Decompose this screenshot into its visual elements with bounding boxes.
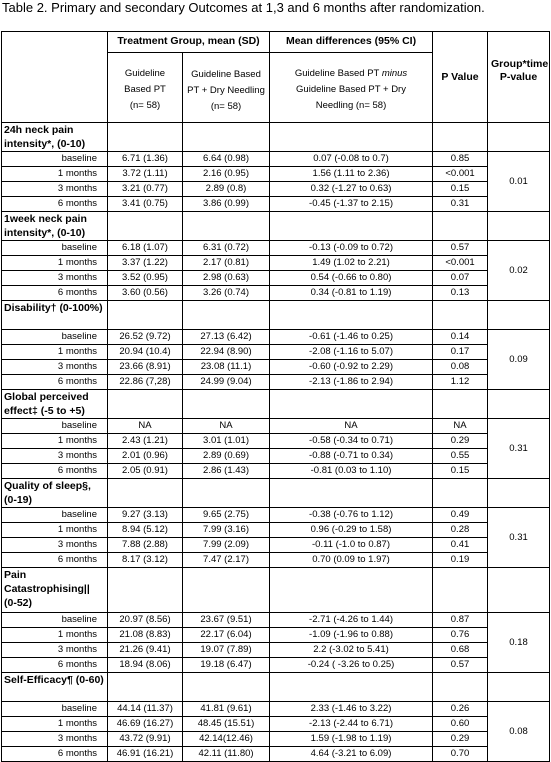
empty-cell <box>108 479 183 508</box>
group-time-label: Group*time P-value <box>491 58 549 83</box>
group-time-p-value: 0.01 <box>488 152 550 212</box>
p-value-header <box>433 32 488 123</box>
dn-value: 6.64 (0.98) <box>183 152 270 167</box>
empty-cell <box>108 568 183 613</box>
dn-value: 42.11 (11.80) <box>183 747 270 762</box>
p-value: <0.001 <box>433 256 488 271</box>
empty-cell <box>108 673 183 702</box>
dn-value: 27.13 (6.42) <box>183 330 270 345</box>
mean-diff-value: -0.13 (-0.09 to 0.72) <box>270 241 433 256</box>
p-value: 0.85 <box>433 152 488 167</box>
group-title-row <box>2 390 550 419</box>
group-time-p-value: 0.18 <box>488 613 550 673</box>
empty-cell <box>270 568 433 613</box>
table-row <box>2 286 550 301</box>
mean-diff-value: -0.58 (-0.34 to 0.71) <box>270 434 433 449</box>
group-title-row <box>2 123 550 152</box>
p-value: 0.08 <box>433 360 488 375</box>
gpt-value: 8.94 (5.12) <box>108 523 183 538</box>
table-row <box>2 434 550 449</box>
table-caption: Table 2. Primary and secondary Outcomes at 1,3 and 6 months after randomization. <box>2 0 485 15</box>
empty-cell <box>488 568 550 613</box>
dn-value: 7.99 (3.16) <box>183 523 270 538</box>
dn-value: 24.99 (9.04) <box>183 375 270 390</box>
row-label: 1 months <box>2 523 108 538</box>
table-row <box>2 167 550 182</box>
row-label: 6 months <box>2 375 108 390</box>
mean-diff-value: -2.13 (-1.86 to 2.94) <box>270 375 433 390</box>
table-row <box>2 508 550 523</box>
dn-value: 23.67 (9.51) <box>183 613 270 628</box>
empty-cell <box>433 479 488 508</box>
p-value: 0.07 <box>433 271 488 286</box>
gpt-value: 9.27 (3.13) <box>108 508 183 523</box>
table-row <box>2 345 550 360</box>
dn-value: 48.45 (15.51) <box>183 717 270 732</box>
p-value: 0.15 <box>433 464 488 479</box>
p-value: 0.31 <box>433 197 488 212</box>
empty-cell <box>433 568 488 613</box>
table-row <box>2 330 550 345</box>
p-value: 0.26 <box>433 702 488 717</box>
mean-diff-value: -2.71 (-4.26 to 1.44) <box>270 613 433 628</box>
table-row <box>2 419 550 434</box>
dn-sub-l3: (n= 58) <box>210 100 242 112</box>
dn-value: 2.16 (0.95) <box>183 167 270 182</box>
empty-cell <box>183 568 270 613</box>
mean-diff-value: -0.45 (-1.37 to 2.15) <box>270 197 433 212</box>
table-row <box>2 613 550 628</box>
gpt-value: 20.97 (8.56) <box>108 613 183 628</box>
dn-value: 2.17 (0.81) <box>183 256 270 271</box>
table-row <box>2 152 550 167</box>
group-title: Self-Efficacy¶ (0-60) <box>2 673 108 702</box>
group-title: Global perceived effect‡ (-5 to +5) <box>2 390 108 419</box>
empty-cell <box>270 390 433 419</box>
dn-value: NA <box>183 419 270 434</box>
empty-cell <box>270 673 433 702</box>
table-row <box>2 375 550 390</box>
empty-cell <box>433 673 488 702</box>
row-label: 6 months <box>2 286 108 301</box>
gpt-value: 21.26 (9.41) <box>108 643 183 658</box>
table-row <box>2 553 550 568</box>
group-time-p-value: 0.09 <box>488 330 550 390</box>
table-body <box>2 123 550 762</box>
row-label: 3 months <box>2 182 108 197</box>
empty-cell <box>183 673 270 702</box>
p-value: 0.13 <box>433 286 488 301</box>
p-value: 0.29 <box>433 732 488 747</box>
row-label: 1 months <box>2 345 108 360</box>
gpt-value: 3.60 (0.56) <box>108 286 183 301</box>
gpt-value: 43.72 (9.91) <box>108 732 183 747</box>
gpt-value: 21.08 (8.83) <box>108 628 183 643</box>
group-title-row <box>2 568 550 613</box>
row-label: 6 months <box>2 747 108 762</box>
gpt-value: 8.17 (3.12) <box>108 553 183 568</box>
table-row <box>2 182 550 197</box>
mean-diff-value: -2.13 (-2.44 to 6.71) <box>270 717 433 732</box>
empty-cell <box>183 390 270 419</box>
dn-value: 3.26 (0.74) <box>183 286 270 301</box>
group-title: Disability† (0-100%) <box>2 301 108 330</box>
gpt-value: 7.88 (2.88) <box>108 538 183 553</box>
mean-diff-value: 0.70 (0.09 to 1.97) <box>270 553 433 568</box>
table-row <box>2 523 550 538</box>
p-value: NA <box>433 419 488 434</box>
row-label: 3 months <box>2 449 108 464</box>
dn-value: 42.14(12.46) <box>183 732 270 747</box>
gpt-value: 3.52 (0.95) <box>108 271 183 286</box>
row-label: 3 months <box>2 732 108 747</box>
empty-cell <box>433 123 488 152</box>
table-row <box>2 717 550 732</box>
p-value-label: P Value <box>441 70 479 83</box>
empty-cell <box>270 123 433 152</box>
gpt-value: 3.41 (0.75) <box>108 197 183 212</box>
gpt-value: 6.18 (1.07) <box>108 241 183 256</box>
dn-value: 23.08 (11.1) <box>183 360 270 375</box>
empty-cell <box>183 212 270 241</box>
diff-sub-l3: Needling (n= 58) <box>315 99 387 111</box>
table-row <box>2 732 550 747</box>
row-label: 3 months <box>2 538 108 553</box>
mean-diff-value: -0.38 (-0.76 to 1.12) <box>270 508 433 523</box>
mean-diff-value: 0.07 (-0.08 to 0.7) <box>270 152 433 167</box>
dn-value: 3.86 (0.99) <box>183 197 270 212</box>
table-row <box>2 538 550 553</box>
row-label: 1 months <box>2 628 108 643</box>
dn-value: 7.99 (2.09) <box>183 538 270 553</box>
empty-cell <box>183 301 270 330</box>
dn-sub-l1: Guideline Based <box>191 68 261 80</box>
table-row <box>2 643 550 658</box>
empty-cell <box>488 479 550 508</box>
dn-value: 2.89 (0.8) <box>183 182 270 197</box>
dn-value: 41.81 (9.61) <box>183 702 270 717</box>
gpt-value: 3.72 (1.11) <box>108 167 183 182</box>
empty-cell <box>183 123 270 152</box>
dn-sub-l2: PT + Dry Needling <box>187 84 265 96</box>
row-label: baseline <box>2 241 108 256</box>
table-row <box>2 702 550 717</box>
empty-cell <box>433 212 488 241</box>
empty-cell <box>433 301 488 330</box>
p-value: 0.49 <box>433 508 488 523</box>
diff-subheader <box>270 53 433 123</box>
diff-sub-l2: Guideline Based PT + Dry <box>296 83 406 95</box>
mean-diff-value: 2.2 (-3.02 to 5.41) <box>270 643 433 658</box>
p-value: 0.60 <box>433 717 488 732</box>
p-value: 0.87 <box>433 613 488 628</box>
group-title-row <box>2 479 550 508</box>
table-row <box>2 747 550 762</box>
mean-diff-value: 4.64 (-3.21 to 6.09) <box>270 747 433 762</box>
gpt-value: 46.69 (16.27) <box>108 717 183 732</box>
mean-diff-value: -2.08 (-1.16 to 5.07) <box>270 345 433 360</box>
p-value: 0.57 <box>433 658 488 673</box>
gpt-value: 46.91 (16.21) <box>108 747 183 762</box>
dn-value: 2.89 (0.69) <box>183 449 270 464</box>
dn-value: 9.65 (2.75) <box>183 508 270 523</box>
gpt-value: 2.43 (1.21) <box>108 434 183 449</box>
p-value: 1.12 <box>433 375 488 390</box>
treatment-group-header: Treatment Group, mean (SD) <box>108 32 270 53</box>
gpt-sub-l1: Guideline <box>124 67 166 79</box>
group-title: 24h neck pain intensity*, (0-10) <box>2 123 108 152</box>
group-title-row <box>2 212 550 241</box>
row-label: 6 months <box>2 464 108 479</box>
row-label: 6 months <box>2 553 108 568</box>
table-row <box>2 271 550 286</box>
gpt-value: 2.05 (0.91) <box>108 464 183 479</box>
empty-cell <box>108 301 183 330</box>
group-title: Pain Catastrophising|| (0-52) <box>2 568 108 613</box>
mean-diff-value: 1.49 (1.02 to 2.21) <box>270 256 433 271</box>
empty-cell <box>108 390 183 419</box>
p-value: 0.19 <box>433 553 488 568</box>
row-label: 1 months <box>2 434 108 449</box>
mean-diff-value: -0.11 (-1.0 to 0.87) <box>270 538 433 553</box>
gpt-sub-l3: (n= 58) <box>129 99 161 111</box>
mean-diff-value: NA <box>270 419 433 434</box>
p-value: 0.41 <box>433 538 488 553</box>
mean-diff-value: -0.60 (-0.92 to 2.29) <box>270 360 433 375</box>
mean-diff-value: -0.88 (-0.71 to 0.34) <box>270 449 433 464</box>
p-value: 0.28 <box>433 523 488 538</box>
empty-cell <box>488 123 550 152</box>
dn-value: 22.17 (6.04) <box>183 628 270 643</box>
table-row <box>2 658 550 673</box>
gpt-value: 6.71 (1.36) <box>108 152 183 167</box>
group-time-p-value: 0.02 <box>488 241 550 301</box>
mean-diff-value: 0.96 (-0.29 to 1.58) <box>270 523 433 538</box>
empty-cell <box>270 479 433 508</box>
row-label: 3 months <box>2 360 108 375</box>
p-value: 0.14 <box>433 330 488 345</box>
row-label: baseline <box>2 508 108 523</box>
gpt-value: 44.14 (11.37) <box>108 702 183 717</box>
row-label: baseline <box>2 419 108 434</box>
gpt-value: 3.37 (1.22) <box>108 256 183 271</box>
empty-cell <box>108 212 183 241</box>
mean-diff-value: -0.81 (0.03 to 1.10) <box>270 464 433 479</box>
diff-sub-minus: minus <box>381 67 408 79</box>
mean-diff-value: 0.32 (-1.27 to 0.63) <box>270 182 433 197</box>
dn-value: 6.31 (0.72) <box>183 241 270 256</box>
group-time-p-value: 0.31 <box>488 508 550 568</box>
corner-cell <box>2 32 108 123</box>
p-value: 0.55 <box>433 449 488 464</box>
empty-cell <box>488 212 550 241</box>
table-row <box>2 464 550 479</box>
table-row <box>2 197 550 212</box>
row-label: 3 months <box>2 271 108 286</box>
group-title: 1week neck pain intensity*, (0-10) <box>2 212 108 241</box>
gpt-value: 18.94 (8.06) <box>108 658 183 673</box>
gpt-value: 3.21 (0.77) <box>108 182 183 197</box>
p-value: 0.29 <box>433 434 488 449</box>
gpt-subheader <box>108 53 183 123</box>
row-label: baseline <box>2 702 108 717</box>
empty-cell <box>488 301 550 330</box>
gpt-value: 20.94 (10.4) <box>108 345 183 360</box>
dn-value: 22.94 (8.90) <box>183 345 270 360</box>
empty-cell <box>183 479 270 508</box>
mean-diff-value: 0.34 (-0.81 to 1.19) <box>270 286 433 301</box>
gpt-value: 22.86 (7,28) <box>108 375 183 390</box>
empty-cell <box>270 301 433 330</box>
row-label: 1 months <box>2 167 108 182</box>
table-row <box>2 256 550 271</box>
mean-diff-value: -0.24 ( -3.26 to 0.25) <box>270 658 433 673</box>
table-row <box>2 449 550 464</box>
outcomes-table <box>1 31 550 762</box>
mean-diff-value: 2.33 (-1.46 to 3.22) <box>270 702 433 717</box>
mean-diff-value: -1.09 (-1.96 to 0.88) <box>270 628 433 643</box>
dn-value: 19.07 (7.89) <box>183 643 270 658</box>
row-label: 3 months <box>2 643 108 658</box>
group-title: Quality of sleep§, (0-19) <box>2 479 108 508</box>
empty-cell <box>108 123 183 152</box>
mean-diff-value: 1.59 (-1.98 to 1.19) <box>270 732 433 747</box>
mean-diff-value: -0.61 (-1.46 to 0.25) <box>270 330 433 345</box>
empty-cell <box>270 212 433 241</box>
row-label: 1 months <box>2 256 108 271</box>
gpt-value: 26.52 (9.72) <box>108 330 183 345</box>
dn-value: 2.98 (0.63) <box>183 271 270 286</box>
gpt-value: 23.66 (8.91) <box>108 360 183 375</box>
group-time-header <box>488 32 550 123</box>
empty-cell <box>433 390 488 419</box>
p-value: 0.68 <box>433 643 488 658</box>
group-time-p-value: 0.08 <box>488 702 550 762</box>
row-label: baseline <box>2 330 108 345</box>
table-row <box>2 628 550 643</box>
group-title-row <box>2 673 550 702</box>
mean-diff-value: 1.56 (1.11 to 2.36) <box>270 167 433 182</box>
mean-diff-value: 0.54 (-0.66 to 0.80) <box>270 271 433 286</box>
p-value: 0.70 <box>433 747 488 762</box>
gpt-sub-l2: Based PT <box>124 83 166 95</box>
gpt-value: 2.01 (0.96) <box>108 449 183 464</box>
p-value: <0.001 <box>433 167 488 182</box>
row-label: 6 months <box>2 197 108 212</box>
dn-value: 3.01 (1.01) <box>183 434 270 449</box>
empty-cell <box>488 673 550 702</box>
dn-value: 7.47 (2.17) <box>183 553 270 568</box>
p-value: 0.76 <box>433 628 488 643</box>
group-time-p-value: 0.31 <box>488 419 550 479</box>
diff-sub-l1a: Guideline Based PT <box>294 67 382 79</box>
dn-subheader <box>183 53 270 123</box>
mean-diff-header: Mean differences (95% CI) <box>270 32 433 53</box>
group-title-row <box>2 301 550 330</box>
p-value: 0.15 <box>433 182 488 197</box>
gpt-value: NA <box>108 419 183 434</box>
row-label: baseline <box>2 152 108 167</box>
empty-cell <box>488 390 550 419</box>
table-row <box>2 360 550 375</box>
dn-value: 2.86 (1.43) <box>183 464 270 479</box>
row-label: 1 months <box>2 717 108 732</box>
row-label: baseline <box>2 613 108 628</box>
table-row <box>2 241 550 256</box>
dn-value: 19.18 (6.47) <box>183 658 270 673</box>
p-value: 0.57 <box>433 241 488 256</box>
p-value: 0.17 <box>433 345 488 360</box>
row-label: 6 months <box>2 658 108 673</box>
